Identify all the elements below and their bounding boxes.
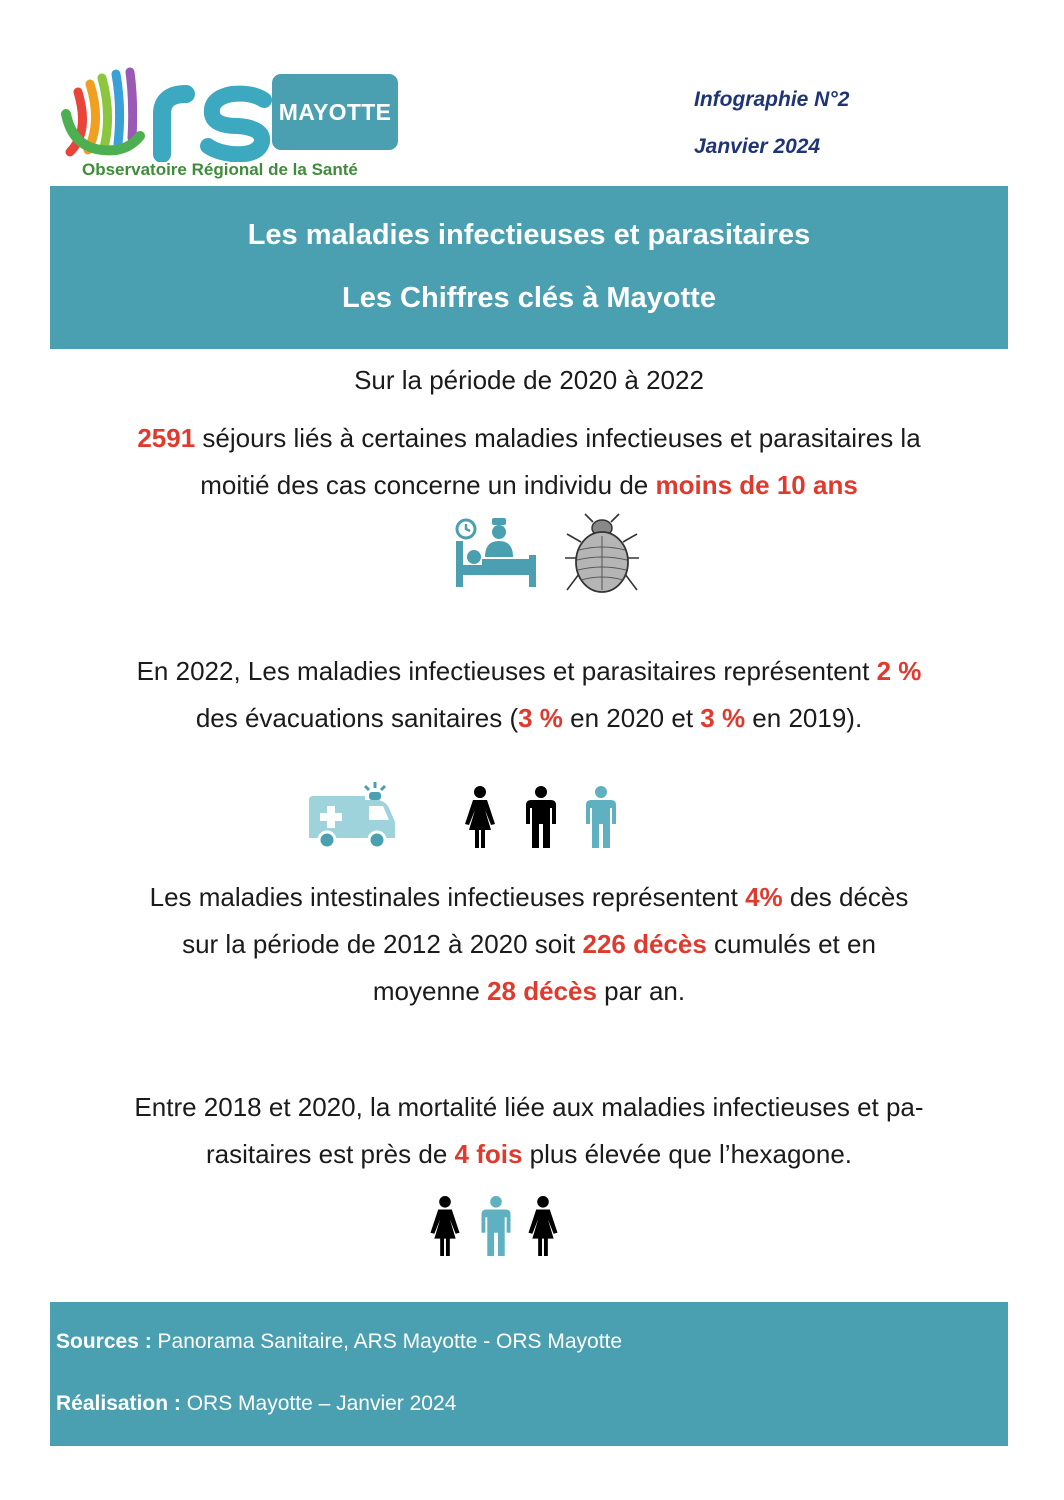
block-4-text bbox=[50, 1084, 1008, 1178]
realisation-line bbox=[56, 1392, 456, 1416]
title-banner bbox=[50, 186, 1008, 349]
block-3-text-f: par an. bbox=[596, 976, 686, 1006]
block-3-text-e: moyenne bbox=[372, 976, 488, 1006]
man-icon bbox=[584, 786, 618, 848]
block-1-line-1 bbox=[50, 415, 1008, 462]
block-3-line-2 bbox=[50, 921, 1008, 968]
logo-mayotte-box: MAYOTTE bbox=[272, 74, 398, 150]
period-line: Sur la période de 2020 à 2022 bbox=[354, 365, 704, 395]
block-2-text bbox=[50, 648, 1008, 742]
woman-icon bbox=[464, 786, 496, 848]
block-4-line-2 bbox=[50, 1131, 1008, 1178]
sources-text: Panorama Sanitaire, ARS Mayotte - ORS Mayotte bbox=[151, 1330, 623, 1353]
block-3-line-3 bbox=[50, 968, 1008, 1015]
cumulative-deaths: 226 décès bbox=[582, 929, 707, 959]
age-highlight: moins de 10 ans bbox=[655, 470, 858, 500]
realisation-label: Réalisation : bbox=[56, 1392, 181, 1415]
block-2-text-b: des évacuations sanitaires ( bbox=[195, 703, 519, 733]
deaths-percent: 4% bbox=[745, 882, 783, 912]
sources-label: Sources : bbox=[56, 1330, 152, 1353]
issue-info bbox=[694, 76, 849, 170]
evasan-2019-value: 3 % bbox=[700, 703, 746, 733]
evasan-2022-value: 2 % bbox=[876, 656, 922, 686]
block-4-text-c: plus élevée que l’hexagone. bbox=[522, 1139, 853, 1169]
block-2-text-d: en 2019). bbox=[745, 703, 863, 733]
block-4-text-a: Entre 2018 et 2020, la mortalité liée aux maladies infectieuses et pa- bbox=[134, 1092, 924, 1122]
average-deaths: 28 décès bbox=[487, 976, 597, 1006]
hospital-bed-icon bbox=[452, 515, 540, 590]
logo-tagline: Observatoire Régional de la Santé bbox=[82, 160, 358, 179]
stays-count: 2591 bbox=[137, 423, 196, 453]
block-1-text-a: séjours liés à certaines maladies infectieuses et parasitaires la bbox=[195, 423, 921, 453]
man-icon bbox=[479, 1196, 513, 1256]
block-3-text-b: des décès bbox=[782, 882, 909, 912]
bedbug-icon bbox=[563, 512, 641, 600]
block-1-text-b: moitié des cas concerne un individu de bbox=[200, 470, 656, 500]
block-2-line-2 bbox=[50, 695, 1008, 742]
block-4-text-b: rasitaires est près de bbox=[205, 1139, 455, 1169]
block-2-text-c: en 2020 et bbox=[562, 703, 701, 733]
block-4-line-1 bbox=[50, 1084, 1008, 1131]
block-2-line-1 bbox=[50, 648, 1008, 695]
block-3-text bbox=[50, 874, 1008, 1015]
block-1-line-2 bbox=[50, 462, 1008, 509]
realisation-text: ORS Mayotte – Janvier 2024 bbox=[180, 1392, 457, 1415]
page-subtitle: Les Chiffres clés à Mayotte bbox=[342, 282, 716, 314]
block-1-text bbox=[50, 357, 1008, 509]
logo-swirl-icon bbox=[60, 62, 280, 162]
sources-line bbox=[56, 1330, 622, 1354]
block-3-text-a: Les maladies intestinales infectieuses représentent bbox=[149, 882, 746, 912]
block-3-text-d: cumulés et en bbox=[706, 929, 876, 959]
woman-icon bbox=[429, 1196, 461, 1256]
ambulance-icon bbox=[305, 782, 399, 850]
mortality-ratio: 4 fois bbox=[454, 1139, 523, 1169]
footer-band bbox=[50, 1302, 1008, 1446]
ors-logo bbox=[60, 62, 410, 187]
page-title: Les maladies infectieuses et parasitaires bbox=[247, 219, 811, 251]
man-icon bbox=[524, 786, 558, 848]
evasan-2020-value: 3 % bbox=[518, 703, 563, 733]
woman-icon bbox=[527, 1196, 559, 1256]
issue-date: Janvier 2024 bbox=[694, 135, 821, 158]
block-3-line-1 bbox=[50, 874, 1008, 921]
block-2-text-a: En 2022, Les maladies infectieuses et parasitaires représentent bbox=[136, 656, 877, 686]
issue-number: Infographie N°2 bbox=[694, 88, 850, 111]
block-3-text-c: sur la période de 2012 à 2020 soit bbox=[182, 929, 583, 959]
